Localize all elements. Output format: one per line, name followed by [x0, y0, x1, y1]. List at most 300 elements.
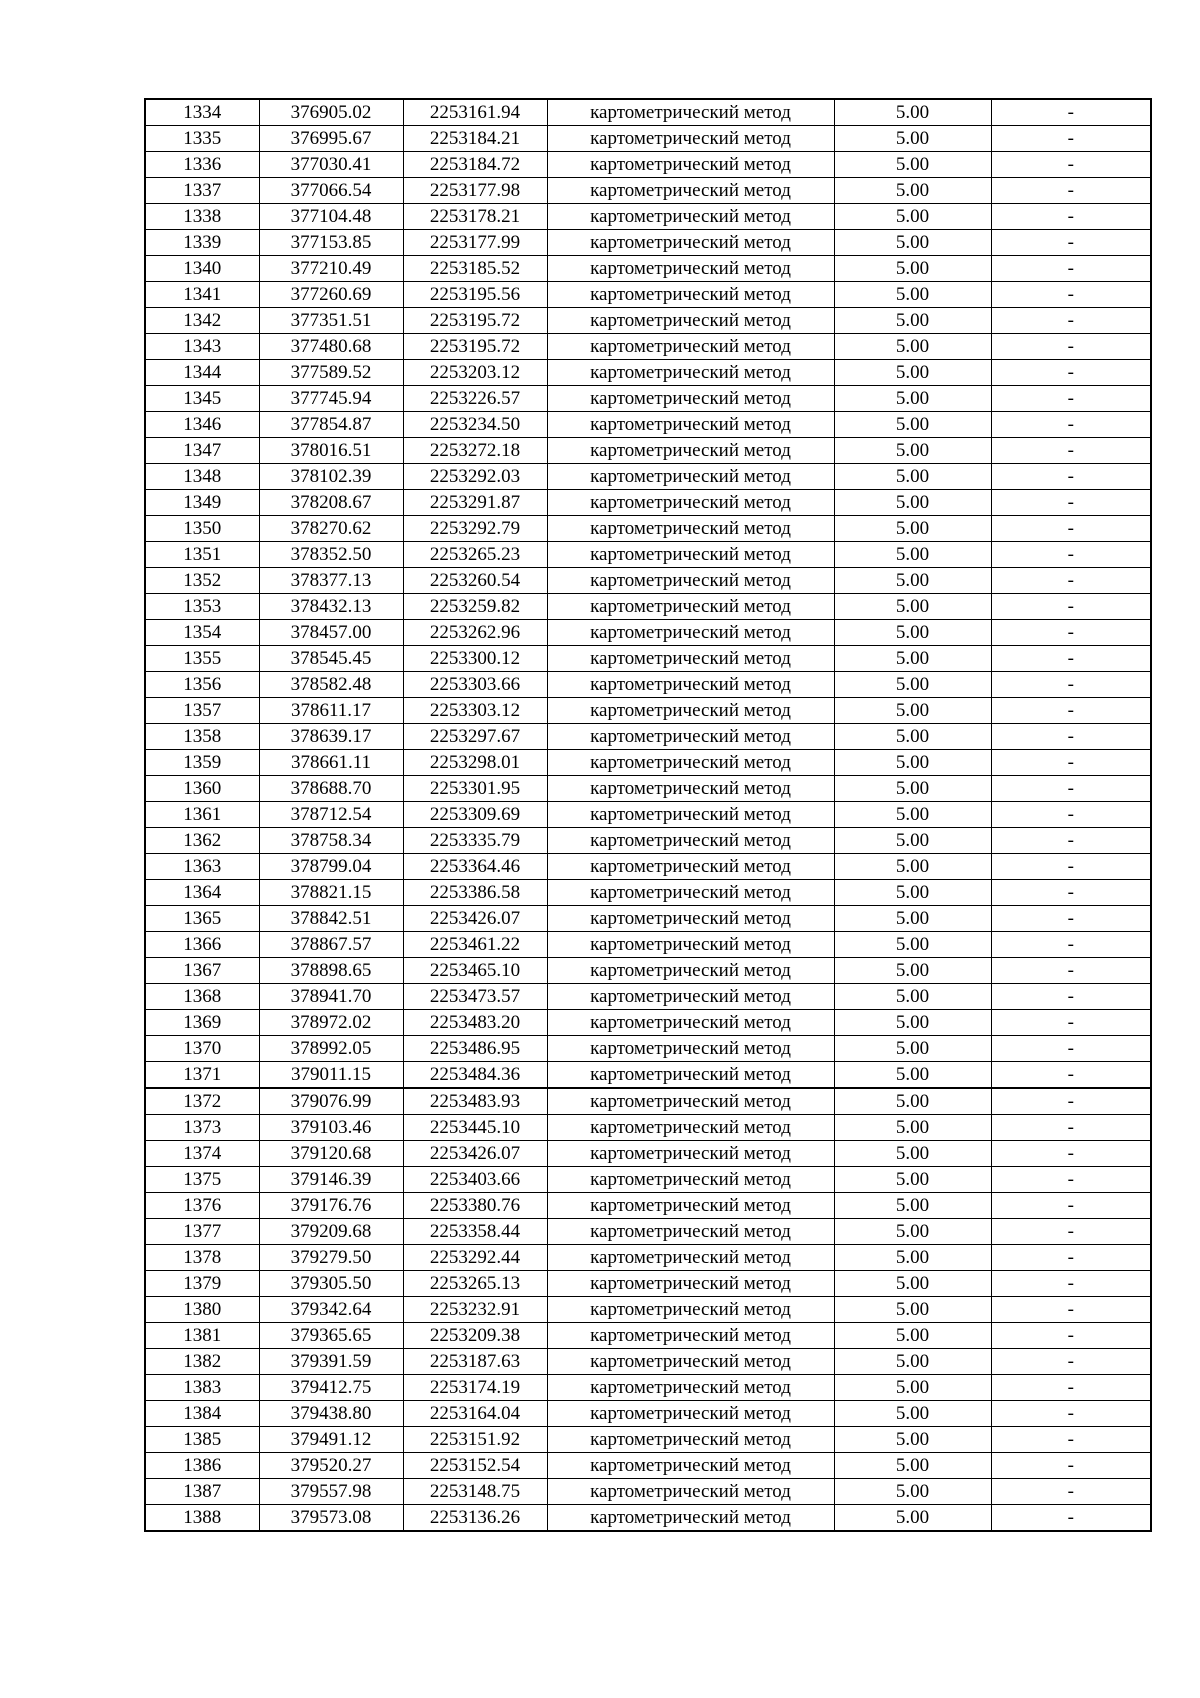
method-cell: картометрический метод [547, 542, 834, 568]
x-coordinate-cell: 378639.17 [259, 724, 403, 750]
y-coordinate-cell: 2253483.93 [403, 1088, 547, 1115]
method-cell: картометрический метод [547, 828, 834, 854]
accuracy-cell: 5.00 [834, 490, 991, 516]
table-row [145, 1115, 1151, 1141]
x-coordinate-cell: 378941.70 [259, 984, 403, 1010]
point-number-cell: 1356 [145, 672, 259, 698]
point-number-cell: 1335 [145, 126, 259, 152]
note-cell: - [991, 984, 1151, 1010]
note-cell: - [991, 802, 1151, 828]
point-number-cell: 1385 [145, 1427, 259, 1453]
y-coordinate-cell: 2253265.23 [403, 542, 547, 568]
table-row [145, 1219, 1151, 1245]
note-cell: - [991, 1062, 1151, 1089]
note-cell: - [991, 1115, 1151, 1141]
accuracy-cell: 5.00 [834, 932, 991, 958]
point-number-cell: 1342 [145, 308, 259, 334]
note-cell: - [991, 308, 1151, 334]
y-coordinate-cell: 2253445.10 [403, 1115, 547, 1141]
y-coordinate-cell: 2253309.69 [403, 802, 547, 828]
method-cell: картометрический метод [547, 412, 834, 438]
point-number-cell: 1338 [145, 204, 259, 230]
note-cell: - [991, 1323, 1151, 1349]
method-cell: картометрический метод [547, 568, 834, 594]
y-coordinate-cell: 2253335.79 [403, 828, 547, 854]
x-coordinate-cell: 378898.65 [259, 958, 403, 984]
table-row [145, 516, 1151, 542]
note-cell: - [991, 490, 1151, 516]
point-number-cell: 1373 [145, 1115, 259, 1141]
x-coordinate-cell: 378611.17 [259, 698, 403, 724]
x-coordinate-cell: 378016.51 [259, 438, 403, 464]
point-number-cell: 1337 [145, 178, 259, 204]
y-coordinate-cell: 2253209.38 [403, 1323, 547, 1349]
y-coordinate-cell: 2253465.10 [403, 958, 547, 984]
y-coordinate-cell: 2253292.44 [403, 1245, 547, 1271]
method-cell: картометрический метод [547, 1010, 834, 1036]
point-number-cell: 1383 [145, 1375, 259, 1401]
y-coordinate-cell: 2253232.91 [403, 1297, 547, 1323]
y-coordinate-cell: 2253272.18 [403, 438, 547, 464]
accuracy-cell: 5.00 [834, 178, 991, 204]
table-row [145, 256, 1151, 282]
point-number-cell: 1367 [145, 958, 259, 984]
y-coordinate-cell: 2253358.44 [403, 1219, 547, 1245]
point-number-cell: 1366 [145, 932, 259, 958]
y-coordinate-cell: 2253136.26 [403, 1505, 547, 1532]
method-cell: картометрический метод [547, 1453, 834, 1479]
accuracy-cell: 5.00 [834, 152, 991, 178]
point-number-cell: 1364 [145, 880, 259, 906]
x-coordinate-cell: 378867.57 [259, 932, 403, 958]
point-number-cell: 1349 [145, 490, 259, 516]
point-number-cell: 1347 [145, 438, 259, 464]
method-cell: картометрический метод [547, 1245, 834, 1271]
point-number-cell: 1353 [145, 594, 259, 620]
note-cell: - [991, 1401, 1151, 1427]
accuracy-cell: 5.00 [834, 1062, 991, 1089]
accuracy-cell: 5.00 [834, 906, 991, 932]
note-cell: - [991, 1479, 1151, 1505]
table-row [145, 178, 1151, 204]
accuracy-cell: 5.00 [834, 672, 991, 698]
y-coordinate-cell: 2253486.95 [403, 1036, 547, 1062]
method-cell: картометрический метод [547, 1297, 834, 1323]
table-row [145, 646, 1151, 672]
method-cell: картометрический метод [547, 1115, 834, 1141]
note-cell: - [991, 230, 1151, 256]
y-coordinate-cell: 2253484.36 [403, 1062, 547, 1089]
x-coordinate-cell: 377854.87 [259, 412, 403, 438]
y-coordinate-cell: 2253426.07 [403, 1141, 547, 1167]
table-row [145, 464, 1151, 490]
method-cell: картометрический метод [547, 308, 834, 334]
method-cell: картометрический метод [547, 880, 834, 906]
table-row [145, 984, 1151, 1010]
table-row [145, 204, 1151, 230]
note-cell: - [991, 620, 1151, 646]
x-coordinate-cell: 378582.48 [259, 672, 403, 698]
accuracy-cell: 5.00 [834, 1401, 991, 1427]
table-row [145, 334, 1151, 360]
y-coordinate-cell: 2253301.95 [403, 776, 547, 802]
note-cell: - [991, 1193, 1151, 1219]
method-cell: картометрический метод [547, 152, 834, 178]
method-cell: картометрический метод [547, 1479, 834, 1505]
table-row [145, 1427, 1151, 1453]
y-coordinate-cell: 2253178.21 [403, 204, 547, 230]
table-row [145, 620, 1151, 646]
y-coordinate-cell: 2253303.12 [403, 698, 547, 724]
method-cell: картометрический метод [547, 438, 834, 464]
note-cell: - [991, 204, 1151, 230]
method-cell: картометрический метод [547, 906, 834, 932]
point-number-cell: 1339 [145, 230, 259, 256]
point-number-cell: 1370 [145, 1036, 259, 1062]
accuracy-cell: 5.00 [834, 1323, 991, 1349]
y-coordinate-cell: 2253177.99 [403, 230, 547, 256]
accuracy-cell: 5.00 [834, 776, 991, 802]
note-cell: - [991, 360, 1151, 386]
table-row [145, 594, 1151, 620]
table-row [145, 802, 1151, 828]
note-cell: - [991, 1271, 1151, 1297]
y-coordinate-cell: 2253174.19 [403, 1375, 547, 1401]
note-cell: - [991, 594, 1151, 620]
point-number-cell: 1336 [145, 152, 259, 178]
note-cell: - [991, 282, 1151, 308]
method-cell: картометрический метод [547, 126, 834, 152]
accuracy-cell: 5.00 [834, 1010, 991, 1036]
accuracy-cell: 5.00 [834, 1088, 991, 1115]
table-row [145, 880, 1151, 906]
x-coordinate-cell: 378352.50 [259, 542, 403, 568]
method-cell: картометрический метод [547, 99, 834, 126]
x-coordinate-cell: 379146.39 [259, 1167, 403, 1193]
accuracy-cell: 5.00 [834, 698, 991, 724]
method-cell: картометрический метод [547, 1375, 834, 1401]
table-row [145, 126, 1151, 152]
note-cell: - [991, 698, 1151, 724]
method-cell: картометрический метод [547, 958, 834, 984]
note-cell: - [991, 1349, 1151, 1375]
note-cell: - [991, 1010, 1151, 1036]
method-cell: картометрический метод [547, 776, 834, 802]
x-coordinate-cell: 379438.80 [259, 1401, 403, 1427]
method-cell: картометрический метод [547, 1323, 834, 1349]
table-row [145, 958, 1151, 984]
accuracy-cell: 5.00 [834, 1193, 991, 1219]
table-body [145, 99, 1151, 1531]
method-cell: картометрический метод [547, 1271, 834, 1297]
accuracy-cell: 5.00 [834, 1297, 991, 1323]
note-cell: - [991, 1375, 1151, 1401]
note-cell: - [991, 854, 1151, 880]
x-coordinate-cell: 378102.39 [259, 464, 403, 490]
x-coordinate-cell: 379412.75 [259, 1375, 403, 1401]
x-coordinate-cell: 377745.94 [259, 386, 403, 412]
accuracy-cell: 5.00 [834, 1479, 991, 1505]
note-cell: - [991, 464, 1151, 490]
x-coordinate-cell: 377260.69 [259, 282, 403, 308]
method-cell: картометрический метод [547, 594, 834, 620]
x-coordinate-cell: 378545.45 [259, 646, 403, 672]
x-coordinate-cell: 378457.00 [259, 620, 403, 646]
method-cell: картометрический метод [547, 282, 834, 308]
y-coordinate-cell: 2253300.12 [403, 646, 547, 672]
accuracy-cell: 5.00 [834, 204, 991, 230]
accuracy-cell: 5.00 [834, 1167, 991, 1193]
x-coordinate-cell: 376905.02 [259, 99, 403, 126]
x-coordinate-cell: 379103.46 [259, 1115, 403, 1141]
point-number-cell: 1361 [145, 802, 259, 828]
y-coordinate-cell: 2253303.66 [403, 672, 547, 698]
y-coordinate-cell: 2253234.50 [403, 412, 547, 438]
note-cell: - [991, 880, 1151, 906]
point-number-cell: 1348 [145, 464, 259, 490]
note-cell: - [991, 99, 1151, 126]
method-cell: картометрический метод [547, 750, 834, 776]
point-number-cell: 1359 [145, 750, 259, 776]
note-cell: - [991, 256, 1151, 282]
y-coordinate-cell: 2253386.58 [403, 880, 547, 906]
table-row [145, 1010, 1151, 1036]
accuracy-cell: 5.00 [834, 542, 991, 568]
accuracy-cell: 5.00 [834, 516, 991, 542]
accuracy-cell: 5.00 [834, 828, 991, 854]
table-row [145, 99, 1151, 126]
x-coordinate-cell: 379076.99 [259, 1088, 403, 1115]
table-row [145, 1349, 1151, 1375]
table-row [145, 568, 1151, 594]
x-coordinate-cell: 379520.27 [259, 1453, 403, 1479]
method-cell: картометрический метод [547, 230, 834, 256]
note-cell: - [991, 906, 1151, 932]
note-cell: - [991, 1219, 1151, 1245]
y-coordinate-cell: 2253262.96 [403, 620, 547, 646]
y-coordinate-cell: 2253164.04 [403, 1401, 547, 1427]
x-coordinate-cell: 378712.54 [259, 802, 403, 828]
table-row [145, 1453, 1151, 1479]
x-coordinate-cell: 377066.54 [259, 178, 403, 204]
y-coordinate-cell: 2253298.01 [403, 750, 547, 776]
method-cell: картометрический метод [547, 1505, 834, 1532]
note-cell: - [991, 386, 1151, 412]
y-coordinate-cell: 2253426.07 [403, 906, 547, 932]
x-coordinate-cell: 377030.41 [259, 152, 403, 178]
method-cell: картометрический метод [547, 724, 834, 750]
y-coordinate-cell: 2253195.72 [403, 308, 547, 334]
y-coordinate-cell: 2253195.72 [403, 334, 547, 360]
note-cell: - [991, 1245, 1151, 1271]
table-row [145, 412, 1151, 438]
point-number-cell: 1380 [145, 1297, 259, 1323]
accuracy-cell: 5.00 [834, 724, 991, 750]
x-coordinate-cell: 377153.85 [259, 230, 403, 256]
point-number-cell: 1343 [145, 334, 259, 360]
accuracy-cell: 5.00 [834, 360, 991, 386]
x-coordinate-cell: 378377.13 [259, 568, 403, 594]
accuracy-cell: 5.00 [834, 412, 991, 438]
point-number-cell: 1382 [145, 1349, 259, 1375]
table-row [145, 542, 1151, 568]
point-number-cell: 1375 [145, 1167, 259, 1193]
y-coordinate-cell: 2253187.63 [403, 1349, 547, 1375]
note-cell: - [991, 126, 1151, 152]
note-cell: - [991, 932, 1151, 958]
y-coordinate-cell: 2253265.13 [403, 1271, 547, 1297]
note-cell: - [991, 646, 1151, 672]
method-cell: картометрический метод [547, 1141, 834, 1167]
x-coordinate-cell: 379120.68 [259, 1141, 403, 1167]
point-number-cell: 1388 [145, 1505, 259, 1532]
note-cell: - [991, 1427, 1151, 1453]
accuracy-cell: 5.00 [834, 1115, 991, 1141]
accuracy-cell: 5.00 [834, 958, 991, 984]
table-row [145, 438, 1151, 464]
table-row [145, 386, 1151, 412]
method-cell: картометрический метод [547, 672, 834, 698]
note-cell: - [991, 750, 1151, 776]
accuracy-cell: 5.00 [834, 854, 991, 880]
table-row [145, 1167, 1151, 1193]
accuracy-cell: 5.00 [834, 99, 991, 126]
table-row [145, 490, 1151, 516]
document-page [144, 98, 1150, 1532]
accuracy-cell: 5.00 [834, 334, 991, 360]
point-number-cell: 1381 [145, 1323, 259, 1349]
accuracy-cell: 5.00 [834, 568, 991, 594]
note-cell: - [991, 1297, 1151, 1323]
y-coordinate-cell: 2253292.03 [403, 464, 547, 490]
note-cell: - [991, 1505, 1151, 1532]
y-coordinate-cell: 2253148.75 [403, 1479, 547, 1505]
point-number-cell: 1371 [145, 1062, 259, 1089]
accuracy-cell: 5.00 [834, 594, 991, 620]
y-coordinate-cell: 2253184.21 [403, 126, 547, 152]
table-row [145, 1401, 1151, 1427]
table-row [145, 1193, 1151, 1219]
accuracy-cell: 5.00 [834, 1427, 991, 1453]
accuracy-cell: 5.00 [834, 438, 991, 464]
accuracy-cell: 5.00 [834, 1453, 991, 1479]
x-coordinate-cell: 377480.68 [259, 334, 403, 360]
method-cell: картометрический метод [547, 1088, 834, 1115]
x-coordinate-cell: 377210.49 [259, 256, 403, 282]
x-coordinate-cell: 379365.65 [259, 1323, 403, 1349]
y-coordinate-cell: 2253152.54 [403, 1453, 547, 1479]
accuracy-cell: 5.00 [834, 230, 991, 256]
y-coordinate-cell: 2253260.54 [403, 568, 547, 594]
method-cell: картометрический метод [547, 802, 834, 828]
y-coordinate-cell: 2253461.22 [403, 932, 547, 958]
point-number-cell: 1386 [145, 1453, 259, 1479]
table-row [145, 282, 1151, 308]
accuracy-cell: 5.00 [834, 620, 991, 646]
method-cell: картометрический метод [547, 386, 834, 412]
x-coordinate-cell: 378270.62 [259, 516, 403, 542]
note-cell: - [991, 672, 1151, 698]
point-number-cell: 1374 [145, 1141, 259, 1167]
table-row [145, 750, 1151, 776]
table-row [145, 828, 1151, 854]
note-cell: - [991, 828, 1151, 854]
point-number-cell: 1379 [145, 1271, 259, 1297]
point-number-cell: 1352 [145, 568, 259, 594]
table-row [145, 932, 1151, 958]
point-number-cell: 1362 [145, 828, 259, 854]
x-coordinate-cell: 379342.64 [259, 1297, 403, 1323]
accuracy-cell: 5.00 [834, 1505, 991, 1532]
point-number-cell: 1363 [145, 854, 259, 880]
note-cell: - [991, 776, 1151, 802]
x-coordinate-cell: 378972.02 [259, 1010, 403, 1036]
method-cell: картометрический метод [547, 1193, 834, 1219]
table-row [145, 1088, 1151, 1115]
table-row [145, 672, 1151, 698]
coordinates-table [144, 98, 1152, 1532]
method-cell: картометрический метод [547, 360, 834, 386]
note-cell: - [991, 412, 1151, 438]
method-cell: картометрический метод [547, 646, 834, 672]
point-number-cell: 1351 [145, 542, 259, 568]
table-row [145, 776, 1151, 802]
note-cell: - [991, 542, 1151, 568]
method-cell: картометрический метод [547, 1349, 834, 1375]
point-number-cell: 1360 [145, 776, 259, 802]
x-coordinate-cell: 379011.15 [259, 1062, 403, 1089]
x-coordinate-cell: 378432.13 [259, 594, 403, 620]
y-coordinate-cell: 2253473.57 [403, 984, 547, 1010]
point-number-cell: 1365 [145, 906, 259, 932]
y-coordinate-cell: 2253291.87 [403, 490, 547, 516]
point-number-cell: 1354 [145, 620, 259, 646]
accuracy-cell: 5.00 [834, 1271, 991, 1297]
table-row [145, 1297, 1151, 1323]
table-row [145, 308, 1151, 334]
method-cell: картометрический метод [547, 256, 834, 282]
table-row [145, 230, 1151, 256]
method-cell: картометрический метод [547, 620, 834, 646]
point-number-cell: 1344 [145, 360, 259, 386]
method-cell: картометрический метод [547, 1036, 834, 1062]
point-number-cell: 1355 [145, 646, 259, 672]
x-coordinate-cell: 377104.48 [259, 204, 403, 230]
table-row [145, 1141, 1151, 1167]
point-number-cell: 1378 [145, 1245, 259, 1271]
note-cell: - [991, 516, 1151, 542]
accuracy-cell: 5.00 [834, 1375, 991, 1401]
method-cell: картометрический метод [547, 464, 834, 490]
table-row [145, 698, 1151, 724]
x-coordinate-cell: 379557.98 [259, 1479, 403, 1505]
method-cell: картометрический метод [547, 1427, 834, 1453]
x-coordinate-cell: 379305.50 [259, 1271, 403, 1297]
method-cell: картометрический метод [547, 984, 834, 1010]
accuracy-cell: 5.00 [834, 1219, 991, 1245]
y-coordinate-cell: 2253203.12 [403, 360, 547, 386]
x-coordinate-cell: 376995.67 [259, 126, 403, 152]
note-cell: - [991, 438, 1151, 464]
accuracy-cell: 5.00 [834, 1036, 991, 1062]
point-number-cell: 1387 [145, 1479, 259, 1505]
table-row [145, 1479, 1151, 1505]
point-number-cell: 1334 [145, 99, 259, 126]
method-cell: картометрический метод [547, 1219, 834, 1245]
y-coordinate-cell: 2253259.82 [403, 594, 547, 620]
method-cell: картометрический метод [547, 854, 834, 880]
accuracy-cell: 5.00 [834, 750, 991, 776]
